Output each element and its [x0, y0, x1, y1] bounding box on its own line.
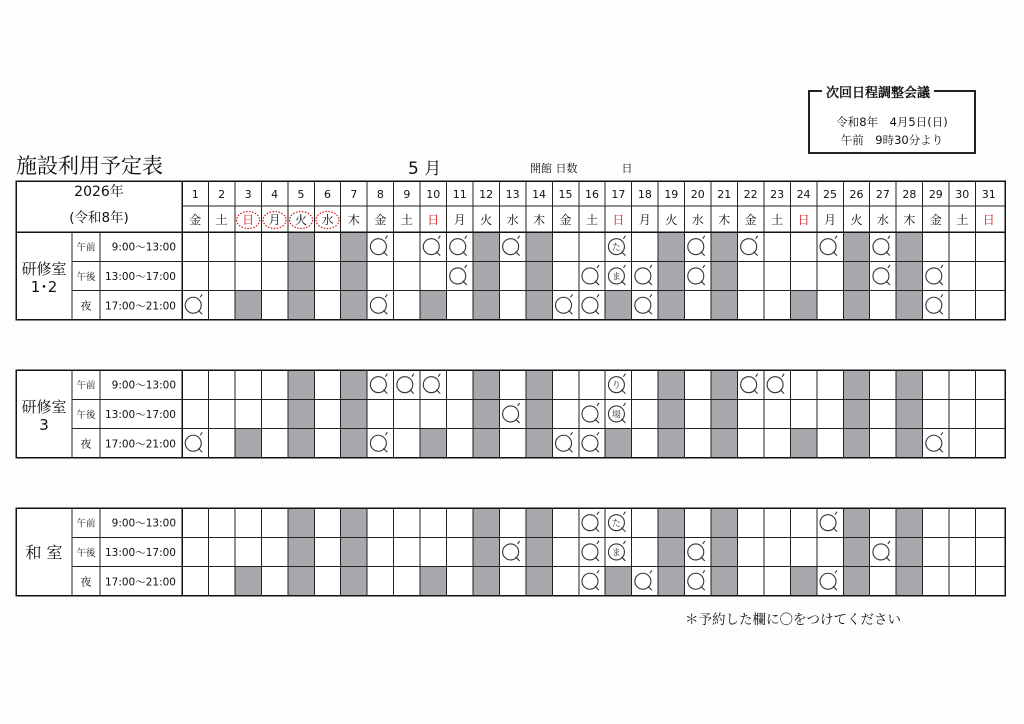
closed-cell: [896, 429, 922, 458]
room-name: 研修室: [21, 259, 67, 278]
closed-cell: [288, 291, 314, 320]
closed-cell: [658, 291, 684, 320]
closed-cell: [288, 370, 314, 399]
slot-label: 夜: [80, 437, 92, 451]
reservation-note: た: [611, 243, 621, 254]
closed-cell: [896, 291, 922, 320]
closed-cell: [288, 399, 314, 428]
closed-cell: [526, 537, 552, 566]
closed-cell: [341, 567, 367, 596]
closed-cell: [896, 261, 922, 290]
slot-time: 9:00～13:00: [111, 517, 176, 530]
closed-cell: [896, 537, 922, 566]
room-name-sub: 1･2: [30, 277, 58, 296]
weekday-label: 土: [771, 213, 784, 227]
closed-cell: [341, 508, 367, 537]
slot-label: 午後: [76, 547, 96, 559]
weekday-label: 金: [744, 213, 757, 227]
slot-time: 13:00～17:00: [104, 270, 176, 283]
slot-time: 9:00～13:00: [111, 241, 176, 254]
era-label: (令和8年): [69, 210, 129, 226]
slot-label: 午前: [76, 242, 96, 254]
day-number: 22: [743, 188, 758, 201]
slot-label: 午前: [76, 380, 96, 392]
weekday-label: 日: [612, 213, 625, 227]
closed-cell: [288, 567, 314, 596]
room-name-sub: 3: [39, 415, 49, 434]
closed-cell: [341, 232, 367, 261]
closed-cell: [843, 508, 869, 537]
closed-cell: [843, 429, 869, 458]
day-number: 21: [717, 188, 732, 201]
day-number: 29: [928, 188, 943, 201]
day-number: 20: [690, 188, 705, 201]
closed-cell: [420, 429, 446, 458]
closed-cell: [288, 261, 314, 290]
weekday-label: 土: [585, 213, 598, 227]
footnote: ＊予約した欄に〇をつけてください: [685, 612, 901, 628]
closed-cell: [711, 261, 737, 290]
closed-cell: [658, 429, 684, 458]
meeting-notice-title: 次回日程調整会議: [822, 82, 934, 101]
day-number: 1: [191, 188, 199, 201]
weekday-label: 水: [691, 213, 704, 227]
room-name: 研修室: [21, 397, 67, 416]
day-number: 14: [532, 188, 547, 201]
closed-cell: [605, 567, 631, 596]
weekday-label: 月: [638, 213, 651, 227]
closed-cell: [843, 291, 869, 320]
closed-cell: [711, 291, 737, 320]
reservation-note: ま: [611, 272, 621, 283]
closed-cell: [711, 399, 737, 428]
closed-cell: [526, 291, 552, 320]
closed-cell: [605, 291, 631, 320]
closed-cell: [711, 429, 737, 458]
slot-time: 17:00～21:00: [104, 438, 176, 451]
closed-cell: [235, 567, 261, 596]
slot-label: 夜: [80, 575, 92, 589]
weekday-label: 水: [876, 213, 889, 227]
closed-cell: [711, 537, 737, 566]
weekday-label: 月: [268, 213, 281, 227]
closed-cell: [790, 429, 816, 458]
closed-cell: [526, 508, 552, 537]
closed-cell: [711, 232, 737, 261]
closed-cell: [526, 261, 552, 290]
closed-cell: [473, 232, 499, 261]
weekday-label: 木: [718, 213, 731, 227]
closed-cell: [711, 567, 737, 596]
slot-time: 17:00～21:00: [104, 300, 176, 313]
closed-cell: [526, 567, 552, 596]
weekday-label: 火: [295, 213, 308, 227]
closed-cell: [341, 429, 367, 458]
day-number: 12: [479, 188, 494, 201]
closed-cell: [341, 399, 367, 428]
weekday-label: 月: [824, 213, 837, 227]
weekday-label: 火: [665, 213, 678, 227]
closed-cell: [526, 370, 552, 399]
closed-cell: [235, 291, 261, 320]
day-number: 16: [584, 188, 599, 201]
closed-cell: [896, 232, 922, 261]
day-number: 8: [376, 188, 384, 201]
reservation-note: り: [611, 381, 621, 392]
weekday-label: 土: [215, 213, 228, 227]
weekday-label: 火: [480, 213, 493, 227]
slot-time: 9:00～13:00: [111, 379, 176, 392]
closed-cell: [843, 261, 869, 290]
weekday-label: 日: [242, 213, 255, 227]
day-number: 28: [902, 188, 917, 201]
weekday-label: 木: [903, 213, 916, 227]
weekday-label: 木: [347, 213, 360, 227]
slot-label: 午後: [76, 271, 96, 283]
open-days-label: 開館 日数: [530, 162, 578, 175]
closed-cell: [526, 399, 552, 428]
page-title: 施設利用予定表: [16, 154, 163, 178]
closed-cell: [658, 537, 684, 566]
closed-cell: [473, 370, 499, 399]
closed-cell: [896, 399, 922, 428]
closed-cell: [288, 508, 314, 537]
day-number: 30: [955, 188, 970, 201]
open-days-unit: 日: [621, 162, 633, 175]
weekday-label: 金: [189, 213, 202, 227]
weekday-label: 日: [427, 213, 440, 227]
closed-cell: [288, 232, 314, 261]
weekday-label: 土: [956, 213, 969, 227]
day-number: 7: [350, 188, 358, 201]
closed-cell: [341, 370, 367, 399]
day-number: 18: [637, 188, 652, 201]
closed-cell: [235, 429, 261, 458]
weekday-label: 木: [533, 213, 546, 227]
closed-cell: [658, 232, 684, 261]
closed-cell: [473, 508, 499, 537]
weekday-label: 水: [506, 213, 519, 227]
slot-time: 13:00～17:00: [104, 546, 176, 559]
day-number: 11: [452, 188, 467, 201]
day-number: 2: [218, 188, 226, 201]
closed-cell: [843, 370, 869, 399]
closed-cell: [420, 291, 446, 320]
closed-cell: [790, 291, 816, 320]
day-number: 9: [403, 188, 411, 201]
closed-cell: [473, 429, 499, 458]
meeting-notice-date: 令和8年 4月5日(日): [836, 115, 948, 129]
day-number: 23: [770, 188, 785, 201]
day-number: 24: [796, 188, 811, 201]
closed-cell: [658, 567, 684, 596]
closed-cell: [473, 261, 499, 290]
day-number: 5: [297, 188, 305, 201]
closed-cell: [711, 508, 737, 537]
weekday-label: 日: [982, 213, 995, 227]
closed-cell: [526, 232, 552, 261]
slot-label: 午前: [76, 518, 96, 530]
closed-cell: [658, 399, 684, 428]
weekday-label: 月: [453, 213, 466, 227]
day-number: 15: [558, 188, 573, 201]
meeting-notice-time: 午前 9時30分より: [840, 133, 944, 147]
closed-cell: [711, 370, 737, 399]
weekday-label: 金: [929, 213, 942, 227]
reservation-note: ま: [611, 548, 621, 559]
closed-cell: [473, 567, 499, 596]
day-number: 3: [244, 188, 252, 201]
closed-cell: [341, 261, 367, 290]
day-number: 10: [426, 188, 441, 201]
weekday-label: 火: [850, 213, 863, 227]
closed-cell: [658, 261, 684, 290]
closed-cell: [341, 537, 367, 566]
day-number: 25: [823, 188, 838, 201]
day-number: 26: [849, 188, 864, 201]
year-label: 2026年: [74, 184, 124, 200]
day-number: 4: [271, 188, 279, 201]
closed-cell: [658, 370, 684, 399]
day-number: 17: [611, 188, 626, 201]
closed-cell: [658, 508, 684, 537]
closed-cell: [896, 508, 922, 537]
room-name: 和 室: [25, 542, 63, 562]
slot-label: 夜: [80, 299, 92, 313]
closed-cell: [473, 291, 499, 320]
closed-cell: [341, 291, 367, 320]
day-number: 6: [323, 188, 331, 201]
closed-cell: [843, 537, 869, 566]
weekday-label: 土: [400, 213, 413, 227]
closed-cell: [843, 567, 869, 596]
closed-cell: [288, 537, 314, 566]
day-number: 31: [981, 188, 996, 201]
closed-cell: [843, 232, 869, 261]
slot-time: 13:00～17:00: [104, 408, 176, 421]
closed-cell: [896, 370, 922, 399]
day-number: 27: [875, 188, 890, 201]
closed-cell: [420, 567, 446, 596]
closed-cell: [288, 429, 314, 458]
closed-cell: [605, 429, 631, 458]
reservation-note: 場: [611, 410, 621, 421]
slot-time: 17:00～21:00: [104, 576, 176, 589]
slot-label: 午後: [76, 409, 96, 421]
closed-cell: [526, 429, 552, 458]
day-number: 19: [664, 188, 679, 201]
weekday-label: 水: [321, 213, 334, 227]
closed-cell: [843, 399, 869, 428]
month-label: 5 月: [408, 159, 442, 179]
reservation-note: た: [611, 519, 621, 530]
closed-cell: [896, 567, 922, 596]
closed-cell: [473, 537, 499, 566]
weekday-label: 日: [797, 213, 810, 227]
weekday-label: 金: [559, 213, 572, 227]
closed-cell: [473, 399, 499, 428]
day-number: 13: [505, 188, 520, 201]
weekday-label: 金: [374, 213, 387, 227]
closed-cell: [790, 567, 816, 596]
